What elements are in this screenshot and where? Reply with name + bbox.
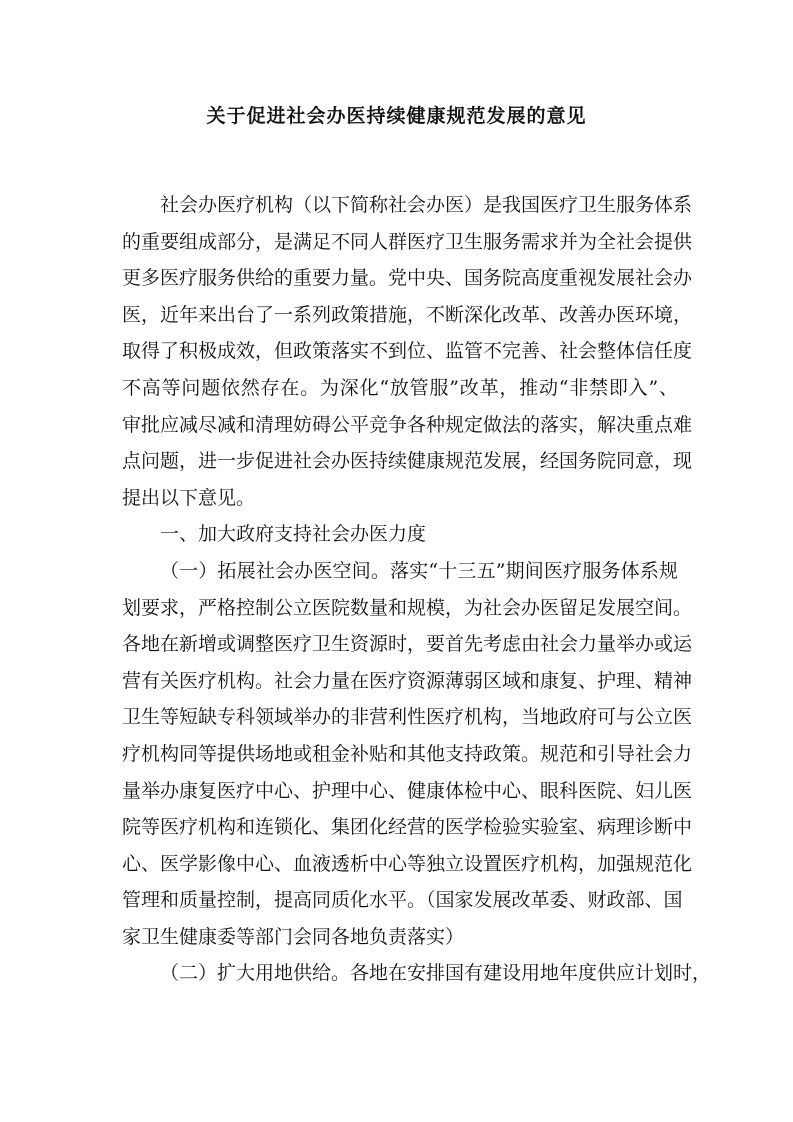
paragraph-2-line-11: 家卫生健康委等部门会同各地负责落实） [122,925,465,948]
paragraph-1-line-1: 社会办医疗机构（以下简称社会办医）是我国医疗卫生服务体系 [160,194,693,216]
paragraph-1-line-3: 更多医疗服务供给的重要力量。党中央、国务院高度重视发展社会办 [122,267,693,290]
paragraph-1-line-9: 提出以下意见。 [122,486,256,509]
paragraph-1-line-7: 审批应减尽减和清理妨碍公平竞争各种规定做法的落实，解决重点难 [122,413,693,436]
document-title: 关于促进社会办医持续健康规范发展的意见 [206,105,587,127]
document-body [122,187,712,992]
paragraph-2-line-5: 卫生等短缺专科领域举办的非营利性医疗机构，当地政府可与公立医 [122,706,693,729]
paragraph-2-line-9: 心、医学影像中心、血液透析中心等独立设置医疗机构，加强规范化 [122,852,693,875]
paragraph-1-line-4: 医，近年来出台了一系列政策措施，不断深化改革、改善办医环境， [122,303,693,326]
paragraph-1-line-5: 取得了积极成效，但政策落实不到位、监管不完善、社会整体信任度 [122,340,693,363]
section-heading-1: 一、加大政府支持社会办医力度 [160,523,427,546]
paragraph-2-line-4: 营有关医疗机构。社会力量在医疗资源薄弱区域和康复、护理、精神 [122,669,693,692]
paragraph-2-line-8: 院等医疗机构和连锁化、集团化经营的医学检验实验室、病理诊断中 [122,816,693,839]
paragraph-2-line-10: 管理和质量控制，提高同质化水平。（国家发展改革委、财政部、国 [122,889,683,912]
paragraph-2-line-1: （一）拓展社会办医空间。落实“十三五”期间医疗服务体系规 [160,559,678,582]
paragraph-1-line-6: 不高等问题依然存在。为深化“放管服”改革，推动“非禁即入”、 [122,376,678,399]
paragraph-2-line-6: 疗机构同等提供场地或租金补贴和其他支持政策。规范和引导社会力 [122,742,693,765]
paragraph-2-line-3: 各地在新增或调整医疗卫生资源时，要首先考虑由社会力量举办或运 [122,633,693,656]
paragraph-2-line-2: 划要求，严格控制公立医院数量和规模，为社会办医留足发展空间。 [122,596,693,619]
paragraph-1-line-2: 的重要组成部分，是满足不同人群医疗卫生服务需求并为全社会提供 [122,230,693,253]
paragraph-3-line-1: （二）扩大用地供给。各地在安排国有建设用地年度供应计划时， [160,962,712,985]
paragraph-1-line-8: 点问题，进一步促进社会办医持续健康规范发展，经国务院同意，现 [122,450,693,473]
paragraph-2-line-7: 量举办康复医疗中心、护理中心、健康体检中心、眼科医院、妇儿医 [122,779,693,802]
